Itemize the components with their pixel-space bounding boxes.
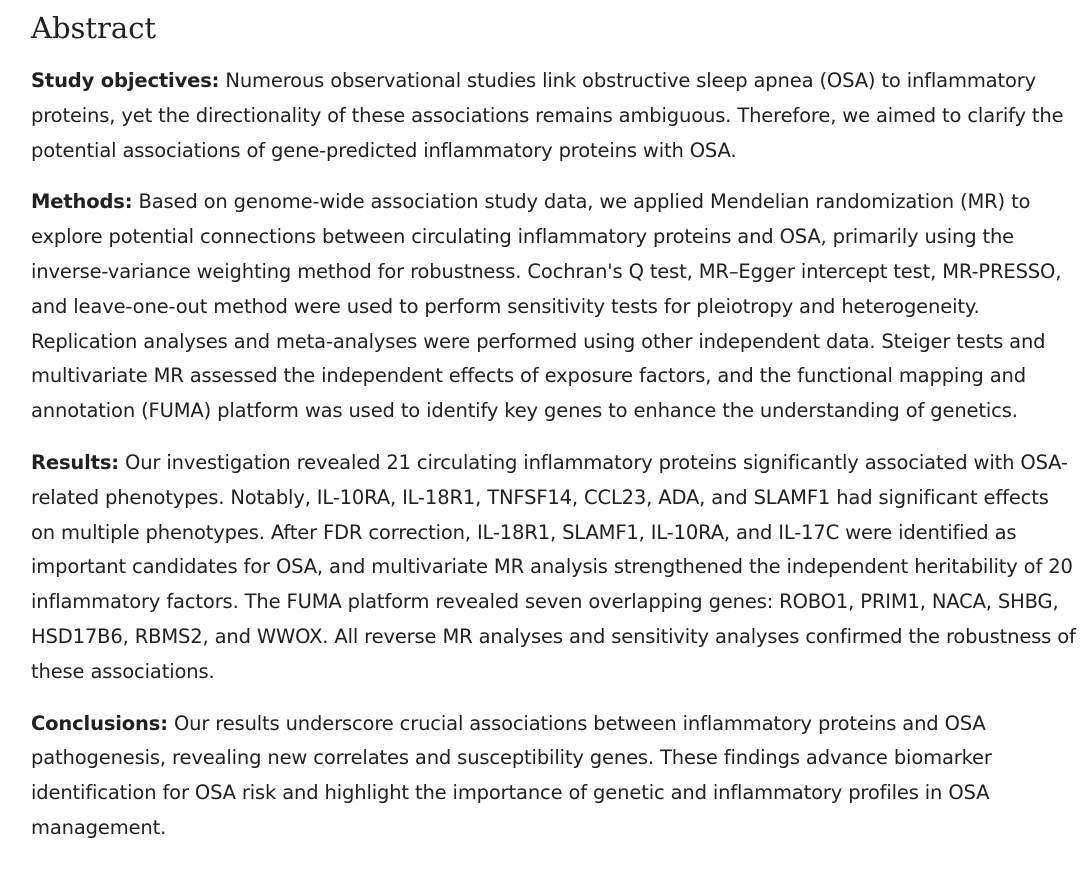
methods-label: Methods: <box>31 190 133 214</box>
methods-text: Based on genome-wide association study data, we applied Mendelian randomization (MR) to explore potential connections between circulating inflammatory proteins and OSA, primarily using the inverse-variance weighting method for robustness. Cochran's Q test, MR–Egger intercept test, MR-PRESSO, and leave-one-out method were used to perform sensitivity tests for pleiotropy and heterogeneity. Replication analyses and meta-analyses were performed using other independent data. Steiger tests and multivariate MR assessed the independent effects of exposure factors, and the functional mapping and annotation (FUMA) platform was used to identify key genes to enhance the understanding of genetics. <box>31 190 1062 423</box>
abstract-section <box>31 10 1077 863</box>
study-objectives-label: Study objectives: <box>31 69 220 92</box>
results-label: Results: <box>31 450 119 474</box>
study-objectives-paragraph <box>31 64 1077 168</box>
conclusions-paragraph <box>31 707 1077 846</box>
methods-paragraph <box>31 185 1077 429</box>
abstract-heading: Abstract <box>31 11 157 45</box>
conclusions-text: Our results underscore crucial associations between inflammatory proteins and OSA pathogenesis, revealing new correlates and susceptibility genes. These findings advance biomarker identification for OSA risk and highlight the importance of genetic and inflammatory profiles in OSA management. <box>31 711 992 839</box>
conclusions-label: Conclusions: <box>31 711 168 735</box>
results-paragraph <box>31 446 1077 690</box>
study-objectives-text: Numerous observational studies link obstructive sleep apnea (OSA) to inflammatory proteins, yet the directionality of these associations remains ambiguous. Therefore, we aimed to clarify the potential associations of gene-predicted inflammatory proteins with OSA. <box>31 69 1064 162</box>
results-text: Our investigation revealed 21 circulating inflammatory proteins significantly associated with OSA-related phenotypes. Notably, IL-10RA, IL-18R1, TNFSF14, CCL23, ADA, and SLAMF1 had significant effects on multiple phenotypes. After FDR correction, IL-18R1, SLAMF1, IL-10RA, and IL-17C were identified as important candidates for OSA, and multivariate MR analysis strengthened the independent heritability of 20 inflammatory factors. The FUMA platform revealed seven overlapping genes: ROBO1, PRIM1, NACA, SHBG, HSD17B6, RBMS2, and WWOX. All reverse MR analyses and sensitivity analyses confirmed the robustness of these associations. <box>31 450 1076 683</box>
